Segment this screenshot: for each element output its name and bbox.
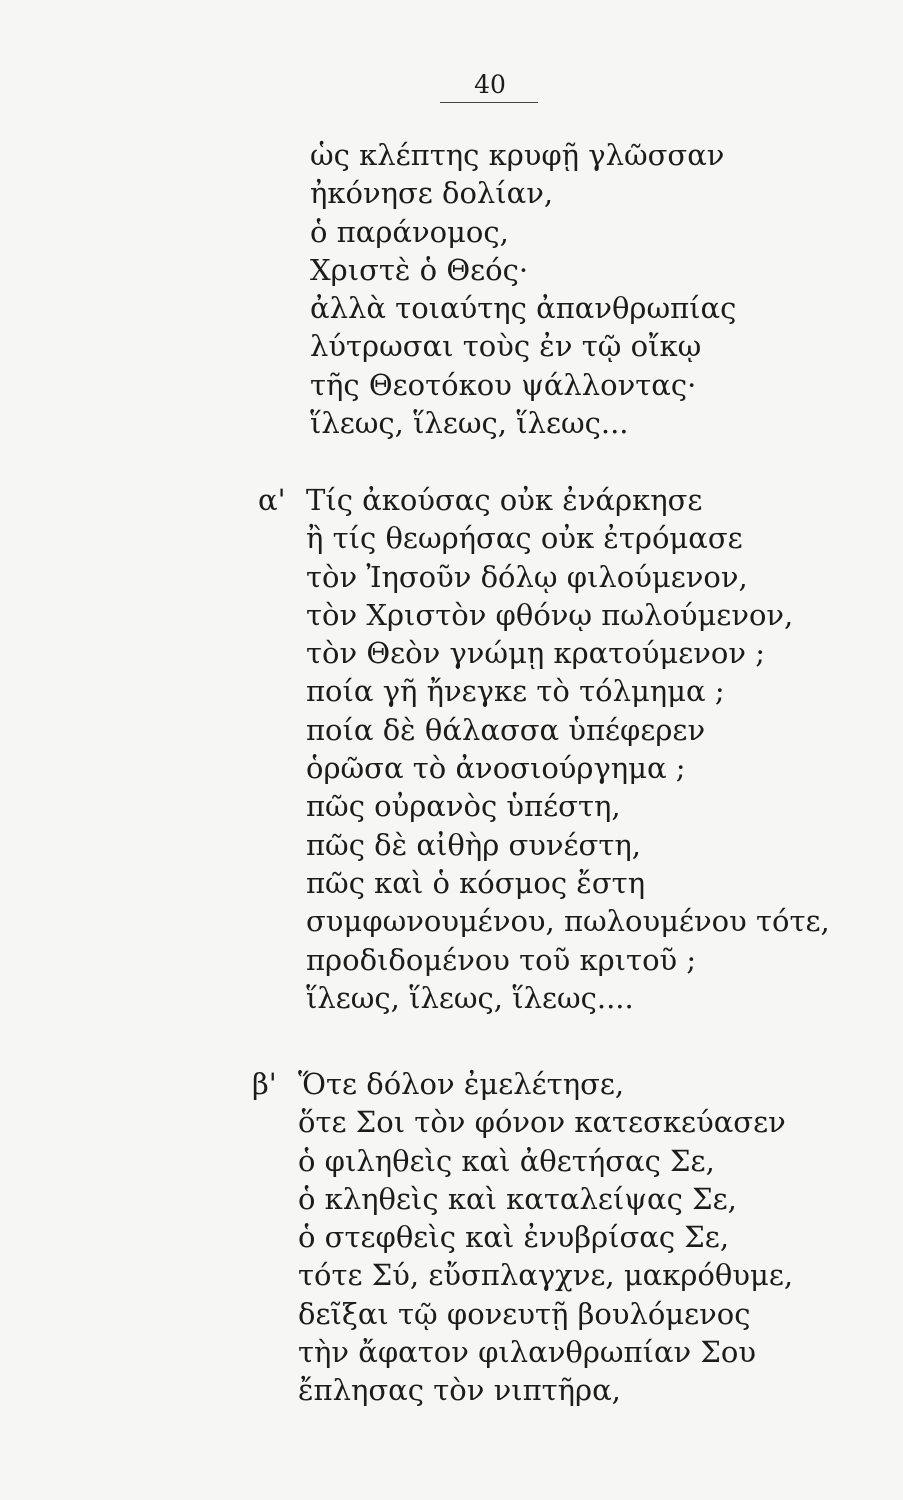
text-line: τὸν Ἰησοῦν δόλῳ φιλούμενον,: [306, 559, 748, 594]
stanza-marker-alpha: α': [258, 483, 286, 517]
text-line: δεῖξαι τῷ φονευτῇ βουλόμενος: [298, 1296, 751, 1331]
text-line: πῶς καὶ ὁ κόσμος ἔστη: [306, 865, 646, 900]
text-line: Τίς ἀκούσας οὐκ ἐνάρκησε: [306, 483, 703, 517]
text-line: ἢ τίς θεωρήσας οὐκ ἐτρόμασε: [306, 521, 743, 556]
text-line: ὁ φιληθεὶς καὶ ἀθετήσας Σε,: [298, 1143, 715, 1178]
text-line: τὸν Θεὸν γνώμῃ κρατούμενον ;: [306, 636, 765, 671]
text-line: τῆς Θεοτόκου ψάλλοντας·: [310, 367, 697, 402]
text-line: Χριστὲ ὁ Θεός·: [310, 252, 529, 287]
stanza-beta: [298, 1065, 793, 1410]
stanza-alpha: [306, 481, 830, 1017]
text-line: προδιδομένου τοῦ κριτοῦ ;: [306, 942, 697, 977]
text-line: ὡς κλέπτης κρυφῇ γλῶσσαν: [310, 138, 725, 172]
text-line: ὁ στεφθεὶς καὶ ἐνυβρίσας Σε,: [298, 1220, 730, 1255]
text-line: ἀλλὰ τοιαύτης ἀπανθρωπίας: [310, 291, 737, 326]
text-line: τότε Σύ, εὔσπλαγχνε, μακρόθυμε,: [298, 1258, 794, 1293]
text-line: Ὅτε δόλον ἐμελέτησε,: [298, 1067, 625, 1101]
text-line: ἵλεως, ἵλεως, ἵλεως....: [306, 980, 634, 1015]
text-line: ὅτε Σοι τὸν φόνον κατεσκεύασεν: [298, 1105, 786, 1140]
text-line: λύτρωσαι τοὺς ἐν τῷ οἴκῳ: [310, 329, 702, 364]
stanza-intro: [310, 136, 736, 442]
text-line: ἵλεως, ἵλεως, ἵλεως...: [310, 406, 629, 441]
text-line: τὸν Χριστὸν φθόνῳ πωλούμενον,: [306, 597, 794, 632]
text-line: ποία δὲ θάλασσα ὑπέφερεν: [306, 712, 706, 747]
page-number-rule: [440, 102, 538, 103]
page-number: 40: [474, 70, 506, 99]
stanza-marker-beta: β': [252, 1067, 277, 1101]
text-line: τὴν ἄφατον φιλανθρωπίαν Σου: [298, 1335, 756, 1370]
text-line: ποία γῆ ἤνεγκε τὸ τόλμημα ;: [306, 674, 725, 709]
text-line: ἔπλησας τὸν νιπτῆρα,: [298, 1373, 621, 1408]
text-line: ὁ κληθεὶς καὶ καταλείψας Σε,: [298, 1181, 737, 1216]
text-line: ὁρῶσα τὸ ἀνοσιούργημα ;: [306, 751, 686, 786]
text-line: ἠκόνησε δολίαν,: [310, 176, 554, 211]
text-line: ὁ παράνομος,: [310, 214, 509, 249]
text-line: πῶς δὲ αἰθὴρ συνέστη,: [306, 827, 641, 862]
text-line: πῶς οὐρανὸς ὑπέστη,: [306, 789, 621, 824]
text-line: συμφωνουμένου, πωλουμένου τότε,: [306, 904, 830, 939]
